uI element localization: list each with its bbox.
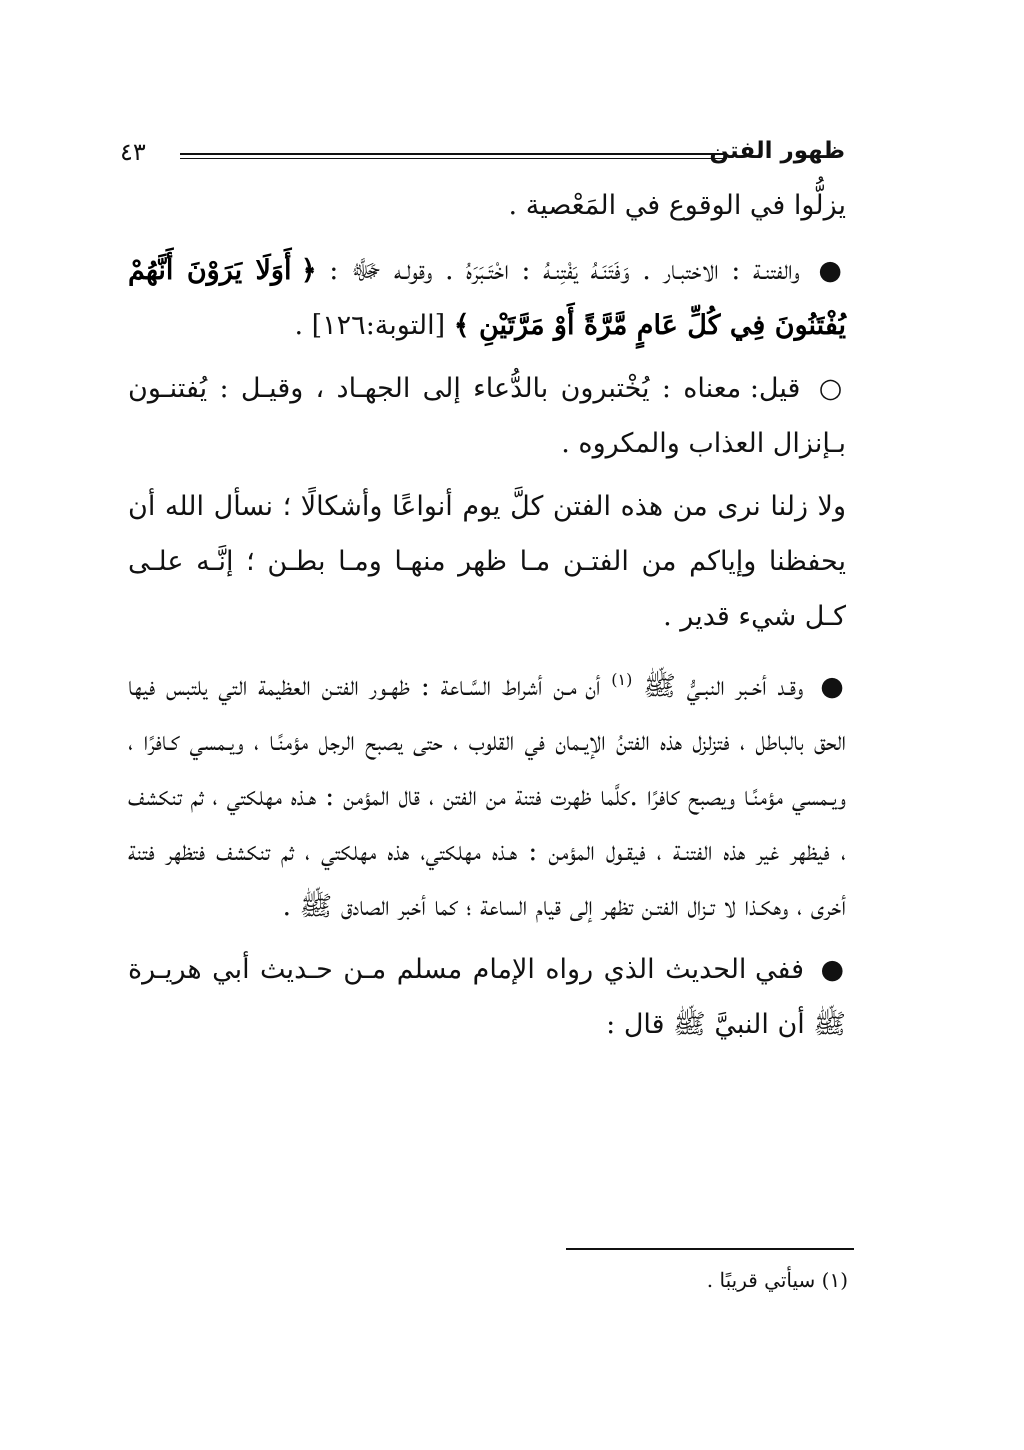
paragraph-2 [128, 361, 846, 471]
paragraph-5 [128, 942, 846, 1052]
paragraph-0-text: يزلُّوا في الوقوع في المَعْصية . [508, 190, 846, 221]
main-text [128, 178, 846, 1060]
paragraph-3-text: ولا زلنا نرى من هذه الفتن كلَّ يوم أنواعًا وأشكالًا ؛ نسأل الله أن يحفظنا وإياكم من الفتـن مـا ظهر منهـا ومـا بطـن ؛ إنَّـه علـى كـل شيء قدير . [128, 491, 846, 632]
circle-marker-icon: ○ [818, 373, 846, 404]
bullet-icon: ● [820, 671, 846, 702]
quran-verse: ﴿ أَوَلَا يَرَوْنَ أَنَّهُمْ يُفْتَنُونَ فِي كُلِّ عَامٍ مَّرَّةً أَوْ مَرَّتَيْنِ ﴾ [128, 255, 846, 341]
footnote: (١) سيأتي قريبًا . [706, 1268, 848, 1292]
paragraph-5-text: ففي الحديث الذي رواه الإمام مسلم مـن حـديث أبي هريـرة ﷺ أن النبيَّ ﷺ قال : [128, 954, 846, 1040]
paragraph-3 [128, 479, 846, 644]
footnote-separator [566, 1248, 854, 1250]
bullet-icon: ● [818, 255, 846, 286]
paragraph-1-text: والفتنـة : الاختبـار . وَفَتَنَـهُ يَفْتِنـهُ : اخْتَـبَرَهُ . وقولـه ﷻ : [329, 255, 800, 286]
footnote-reference[interactable]: (١) [611, 670, 633, 689]
bullet-icon: ● [820, 954, 846, 985]
paragraph-4 [128, 652, 846, 934]
page-header [120, 136, 845, 176]
paragraph-4-text-a: وقـد أخـبر النبـيُّ ﷺ [643, 671, 804, 702]
paragraph-2-text: قيل: معناه : يُخْتبرون بالدُّعاء إلى الجهـاد ، وقيـل : يُفتنـون بـإنزال العذاب والمكروه . [128, 373, 846, 459]
paragraph-4-text-b: أن مـن أشراط السَّـاعة : ظهـور الفتـن العظيمة التي يلتبس فيها الحق بالباطل ، فتزلزل هذه الفتنُ الإيـمان في القلوب ، حتى يصبح الرجل مؤمنًـا ، ويـمسي كـافرًا ، ويـمسي مؤمنًـا ويصبح كافرًا .كلَّما ظهرت فتنة من الفتن ، قال المؤمن : هـذه مهلكتي ، ثم تنكشف ، فيظهر غير هذه الفتنـة ، فيقـول المؤمن : هـذه مهلكتي، هذه مهلكتي ، ثم تنكشف فتظهر فتنة أخرى ، وهكـذا لا تـزال الفتـن تظهر إلى قيام الساعة ؛ كما أخبر الصادق ﷺ . [128, 671, 846, 922]
verse-reference: [التوبة:١٢٦] . [294, 310, 446, 341]
page-number: ٤٣ [120, 138, 146, 166]
running-title: ظهور الفتن [709, 138, 845, 164]
paragraph-1 [128, 243, 846, 353]
header-rule [180, 153, 727, 159]
paragraph-0 [128, 178, 846, 233]
